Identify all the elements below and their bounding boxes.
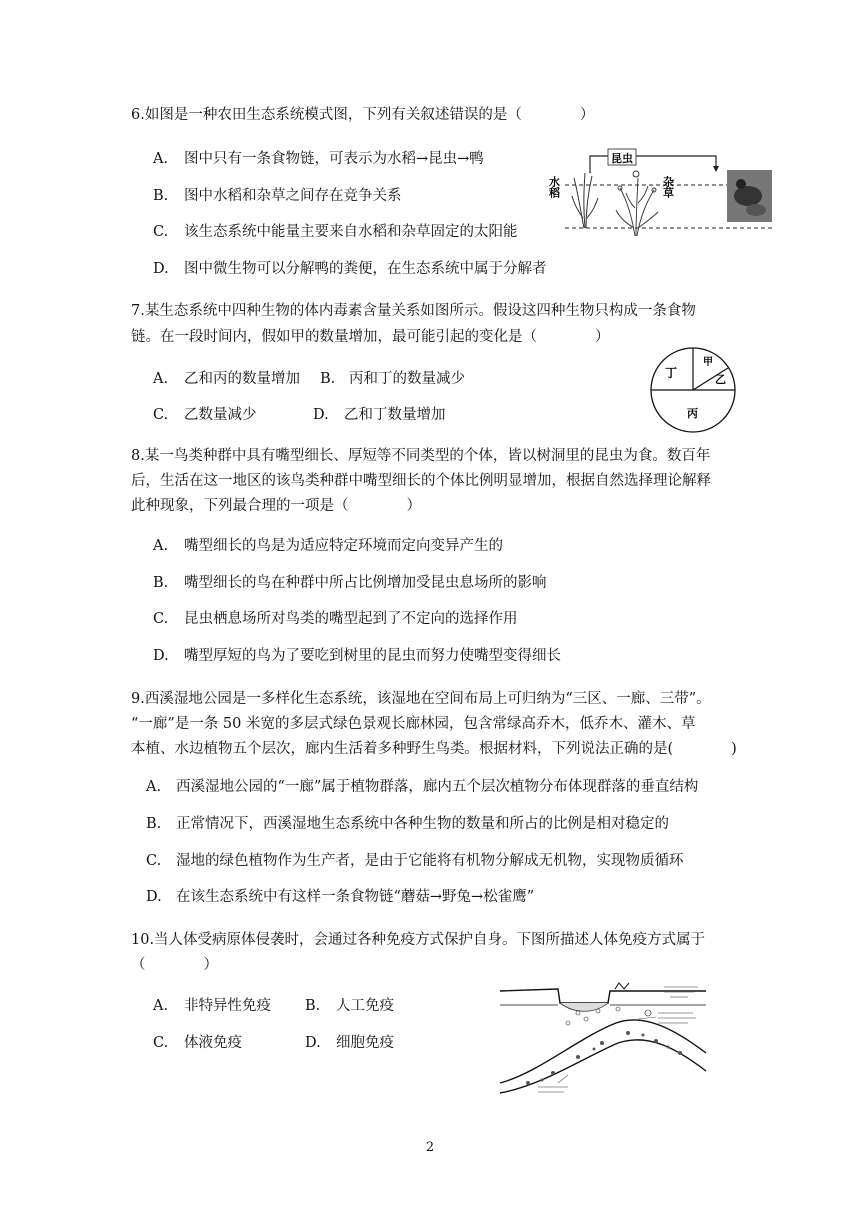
option-letter: D.	[146, 889, 162, 905]
option-text: 嘴型细长的鸟是为适应特定环境而定向变异产生的	[184, 538, 503, 554]
option-text: 乙和丙的数量增加	[184, 371, 300, 387]
rice-plant-icon	[572, 173, 598, 228]
figure-label-weed: 杂草	[661, 176, 675, 198]
q8-stem-line2: 后，生活在这一地区的该鸟类种群中嘴型细长的个体比例明显增加，根据自然选择理论解释	[131, 473, 711, 489]
option-text: 图中水稻和杂草之间存在竞争关系	[184, 188, 402, 204]
option-text: 嘴型细长的鸟在种群中所占比例增加受昆虫息场所的影响	[184, 575, 547, 591]
pie-label-ding: 丁	[665, 366, 678, 380]
option-letter: C.	[153, 611, 169, 627]
option-text: 乙数量减少	[184, 407, 257, 423]
q10-stem-line1: 10.当人体受病原体侵袭时，会通过各种免疫方式保护自身。下图所描述人体免疫方式属于	[131, 932, 706, 948]
option-letter: C.	[153, 224, 169, 240]
q6-stem: 6.如图是一种农田生态系统模式图，下列有关叙述错误的是（ ）	[131, 107, 595, 123]
q8-stem-line3: 此种现象，下列最合理的一项是（ ）	[131, 498, 421, 514]
option-letter: D.	[313, 407, 329, 423]
option-letter: D.	[305, 1035, 321, 1051]
option-text: 人工免疫	[336, 998, 394, 1014]
option-text: 在该生态系统中有这样一条食物链“蘑菇→野兔→松雀鹰”	[176, 889, 535, 905]
option-text: 乙和丁数量增加	[344, 407, 446, 423]
option-letter: C.	[146, 853, 162, 869]
q10-immune-figure	[498, 983, 708, 1095]
option-letter: A.	[146, 779, 162, 795]
q9-stem-line1: 9.西溪湿地公园是一多样化生态系统，该湿地在空间布局上可归纳为“三区、一廊、三带”。	[131, 691, 711, 707]
option-letter: B.	[146, 816, 162, 832]
option-letter: D.	[153, 648, 169, 664]
option-text: 图中微生物可以分解鸭的粪便，在生态系统中属于分解者	[184, 261, 547, 277]
weed-plant-icon	[616, 171, 658, 236]
q10-stem-line2: （ ）	[131, 957, 218, 973]
option-text: 图中只有一条食物链，可表示为水稻→昆虫→鸭	[184, 151, 484, 167]
option-letter: A.	[153, 538, 169, 554]
option-text: 正常情况下，西溪湿地生态系统中各种生物的数量和所占的比例是相对稳定的	[176, 816, 669, 832]
option-letter: C.	[153, 407, 169, 423]
option-text: 细胞免疫	[336, 1035, 394, 1051]
option-text: 非特异性免疫	[184, 998, 271, 1014]
page-number: 2	[425, 1140, 435, 1155]
q7-stem-line1: 7.某生态系统中四种生物的体内毒素含量关系如图所示。假设这四种生物只构成一条食物	[131, 303, 696, 319]
q7-stem-line2: 链。在一段时间内，假如甲的数量增加，最可能引起的变化是（ ）	[131, 329, 610, 345]
option-text: 嘴型厚短的鸟为了要吃到树里的昆虫而努力使嘴型变得细长	[184, 648, 561, 664]
figure-label-rice: 水稻	[547, 176, 561, 198]
pie-label-yi: 乙	[715, 373, 726, 386]
figure-label-insect: 昆虫	[611, 152, 633, 165]
q8-stem-line1: 8.某一鸟类种群中具有嘴型细长、厚短等不同类型的个体，皆以树洞里的昆虫为食。数百年	[131, 448, 711, 464]
option-text: 昆虫栖息场所对鸟类的嘴型起到了不定向的选择作用	[184, 611, 518, 627]
option-text: 丙和丁的数量减少	[349, 371, 465, 387]
option-letter: A.	[153, 998, 169, 1014]
option-letter: B.	[153, 575, 169, 591]
option-letter: B.	[153, 188, 169, 204]
option-letter: A.	[153, 151, 169, 167]
option-text: 体液免疫	[184, 1035, 242, 1051]
option-text: 西溪湿地公园的“一廊”属于植物群落，廊内五个层次植物分布体现群落的垂直结构	[176, 779, 699, 795]
option-letter: B.	[320, 371, 336, 387]
option-letter: C.	[153, 1035, 169, 1051]
q9-stem-line2: “一廊”是一条 50 米宽的多层式绿色景观长廊林园，包含常绿高乔木，低乔木、灌木、草	[131, 716, 696, 732]
q6-ecosystem-figure	[547, 148, 790, 248]
pie-label-jia: 甲	[703, 357, 713, 368]
option-letter: D.	[153, 261, 169, 277]
pie-label-bing: 丙	[687, 407, 698, 420]
q7-toxin-pie	[648, 345, 738, 435]
option-text: 湿地的绿色植物作为生产者，是由于它能将有机物分解成无机物，实现物质循环	[176, 853, 684, 869]
q9-stem-line3: 本植、水边植物五个层次，廊内生活着多种野生鸟类。根据材料，下列说法正确的是( )	[131, 741, 737, 757]
option-letter: B.	[305, 998, 321, 1014]
option-letter: A.	[153, 371, 169, 387]
option-text: 该生态系统中能量主要来自水稻和杂草固定的太阳能	[184, 224, 518, 240]
